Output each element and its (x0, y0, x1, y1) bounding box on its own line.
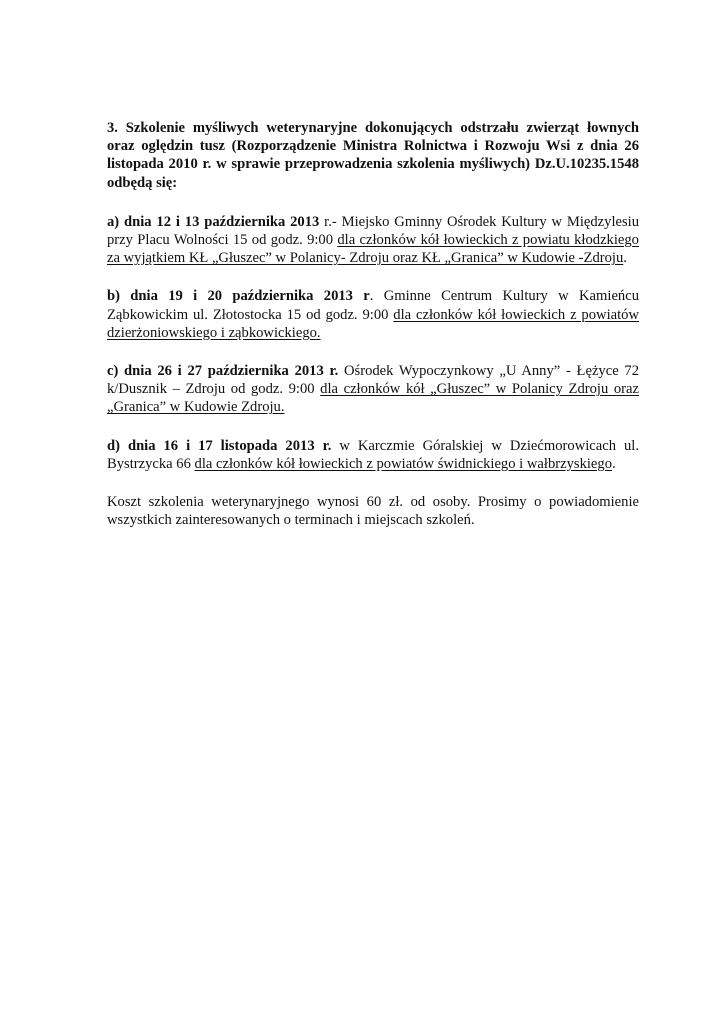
session-d (107, 437, 639, 473)
session-place: . Gminne Centrum Kultury w Kamieńcu Ząbkowickim ul. Złotostocka 15 od godz. 9:00 (107, 288, 639, 323)
session-date: a) dnia 12 i 13 października 2013 (107, 213, 320, 230)
session-end: . (623, 250, 627, 267)
session-audience: dla członków kół „Głuszec” w Polanicy Zdroju oraz „Granica” w Kudowie Zdroju. (107, 381, 639, 416)
section-heading: 3. Szkolenie myśliwych weterynaryjne dokonujących odstrzału zwierząt łownych oraz oględzin tusz (Rozporządzenie Ministra Rolnictwa i Rozwoju Wsi z dnia 26 listopada 2010 r. w sprawie przeprowadzenia szkolenia myśliwych) Dz.U.10235.1548 odbędą się: (107, 120, 639, 191)
session-place: Ośrodek Wypoczynkowy „U Anny” - Łężyce 72 k/Dusznik – Zdroju od godz. 9:00 (107, 363, 639, 398)
session-audience: dla członków kół łowieckich z powiatów świdnickiego i wałbrzyskiego (194, 455, 612, 472)
session-date: b) dnia 19 i 20 października 2013 r (107, 288, 370, 305)
session-place: w Karczmie Góralskiej w Dziećmorowicach ul. Bystrzycka 66 (107, 437, 639, 472)
session-place: - Miejsko Gminny Ośrodek Kultury w Międzylesiu przy Placu Wolności 15 od godz. 9:00 (107, 213, 640, 249)
session-audience: dla członków kół łowieckich z powiatu kłodzkiego za wyjątkiem KŁ „Głuszec” w Polanicy- Zdroju oraz KŁ „Granica” w Kudowie -Zdroju (107, 232, 639, 267)
session-b (107, 287, 639, 342)
document-page (107, 119, 639, 549)
closing-paragraph: Koszt szkolenia weterynaryjnego wynosi 60 zł. od osoby. Prosimy o powiadomienie wszystkich zainteresowanych o terminach i miejscach szkoleń. (107, 494, 639, 529)
session-audience: dla członków kół łowieckich z powiatów dzierżoniowskiego i ząbkowickiego. (107, 306, 639, 341)
session-date: c) dnia 26 i 27 października 2013 r. (107, 363, 339, 380)
session-end: . (612, 455, 616, 472)
session-date: d) dnia 16 i 17 listopada 2013 r. (107, 437, 332, 454)
session-c (107, 362, 639, 417)
session-a (107, 213, 639, 268)
session-suffix: r. (319, 213, 332, 230)
